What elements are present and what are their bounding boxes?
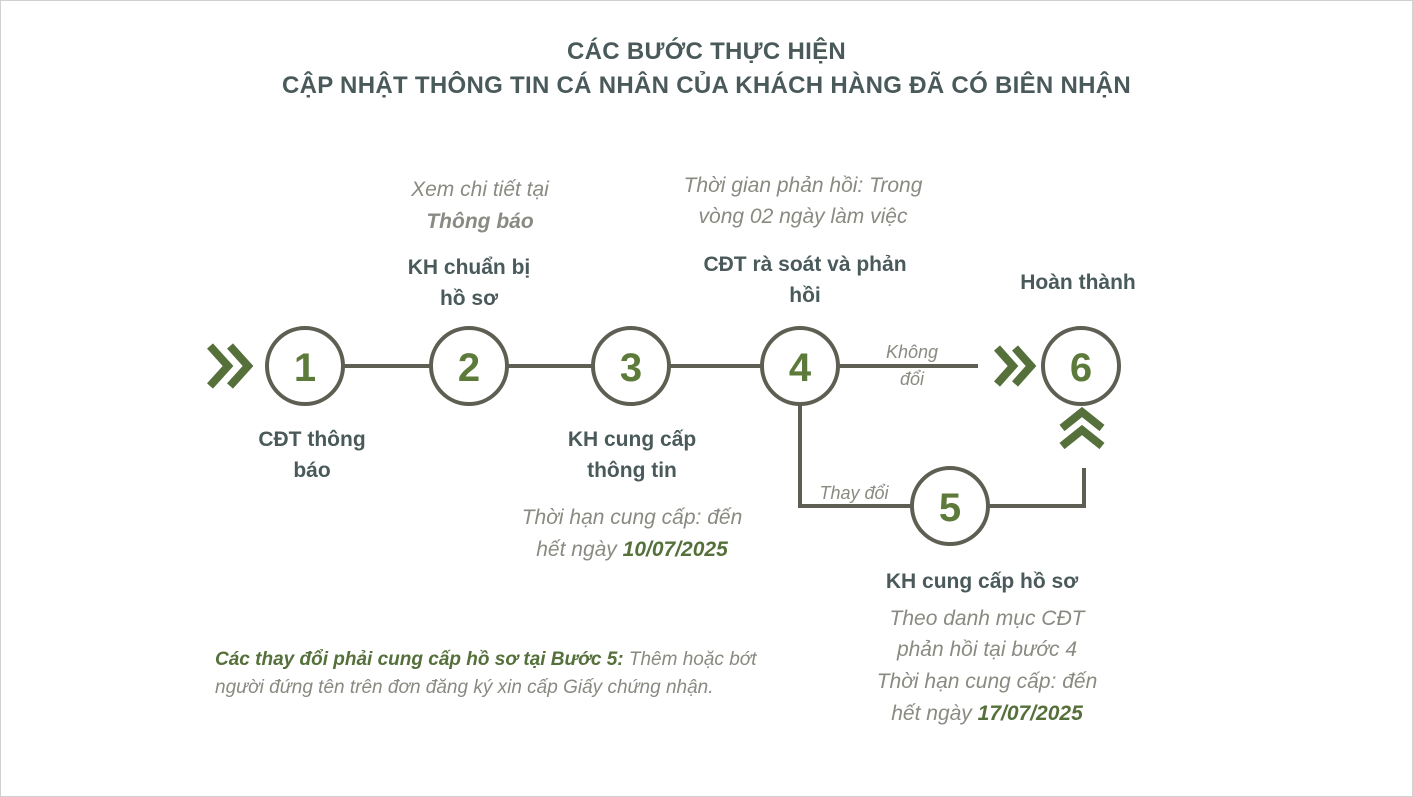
step-5 <box>912 468 988 544</box>
step-5-note-line4 <box>891 702 1083 725</box>
step-2-number: 2 <box>457 346 481 390</box>
step-1-label-line2: báo <box>293 459 331 482</box>
step-5-number: 5 <box>938 486 962 530</box>
step-5-note-line2: phản hồi tại bước 4 <box>896 638 1078 661</box>
step-3-note-line2 <box>536 538 728 561</box>
footnote-text: Thêm hoặc bớt người đứng tên trên đơn đăng ký xin cấp Giấy chứng nhận. <box>215 649 757 698</box>
double-chevron-right-icon <box>997 348 1031 384</box>
step-2-note-line1: Xem chi tiết tại <box>411 178 549 201</box>
step-1-number: 1 <box>293 346 317 390</box>
step-5-note-prefix: hết ngày <box>891 702 972 725</box>
step-4-note-line2: vòng 02 ngày làm việc <box>698 205 908 228</box>
step-4-label-line2: hồi <box>789 284 821 307</box>
step-3-number: 3 <box>619 346 643 390</box>
step-2-note-line2: Thông báo <box>426 210 534 233</box>
step-3-deadline-date: 10/07/2025 <box>622 538 728 561</box>
double-chevron-up-icon <box>1062 412 1102 446</box>
step-5-note-line1: Theo danh mục CĐT <box>889 607 1085 630</box>
step-1 <box>267 328 343 404</box>
step-3-label-line2: thông tin <box>587 459 677 482</box>
double-chevron-right-icon <box>210 346 248 386</box>
footnote <box>215 646 775 702</box>
footnote-lead: Các thay đổi phải cung cấp hồ sơ tại Bước 5: <box>215 649 624 670</box>
step-3 <box>593 328 669 404</box>
step-2 <box>431 328 507 404</box>
step-4-label-line1: CĐT rà soát và phản <box>703 253 907 276</box>
branch-no-change-line1: Không <box>885 342 939 362</box>
step-2-label-line1: KH chuẩn bị <box>407 256 531 279</box>
step-5-note-line3: Thời hạn cung cấp: đến <box>876 670 1098 693</box>
step-6 <box>1043 328 1119 404</box>
step-3-note-line1: Thời hạn cung cấp: đến <box>521 506 743 529</box>
step-6-number: 6 <box>1069 346 1093 390</box>
step-1-label-line1: CĐT thông <box>258 428 366 451</box>
step-4 <box>762 328 838 404</box>
step-5-deadline-date: 17/07/2025 <box>977 702 1083 725</box>
step-6-label: Hoàn thành <box>1020 271 1136 294</box>
step-5-label: KH cung cấp hồ sơ <box>885 570 1079 593</box>
step-4-number: 4 <box>788 346 812 390</box>
connector-5-6 <box>988 468 1084 506</box>
branch-change: Thay đổi <box>819 483 889 503</box>
step-3-note-prefix: hết ngày <box>536 538 617 561</box>
branch-no-change-line2: đổi <box>899 369 925 389</box>
title-line-2: CẬP NHẬT THÔNG TIN CÁ NHÂN CỦA KHÁCH HÀNG ĐÃ CÓ BIÊN NHẬN <box>281 72 1132 99</box>
step-4-note-line1: Thời gian phản hồi: Trong <box>683 174 923 197</box>
title-line-1: CÁC BƯỚC THỰC HIỆN <box>566 38 847 65</box>
step-3-label-line1: KH cung cấp <box>567 428 697 451</box>
step-2-label-line2: hồ sơ <box>439 287 499 310</box>
